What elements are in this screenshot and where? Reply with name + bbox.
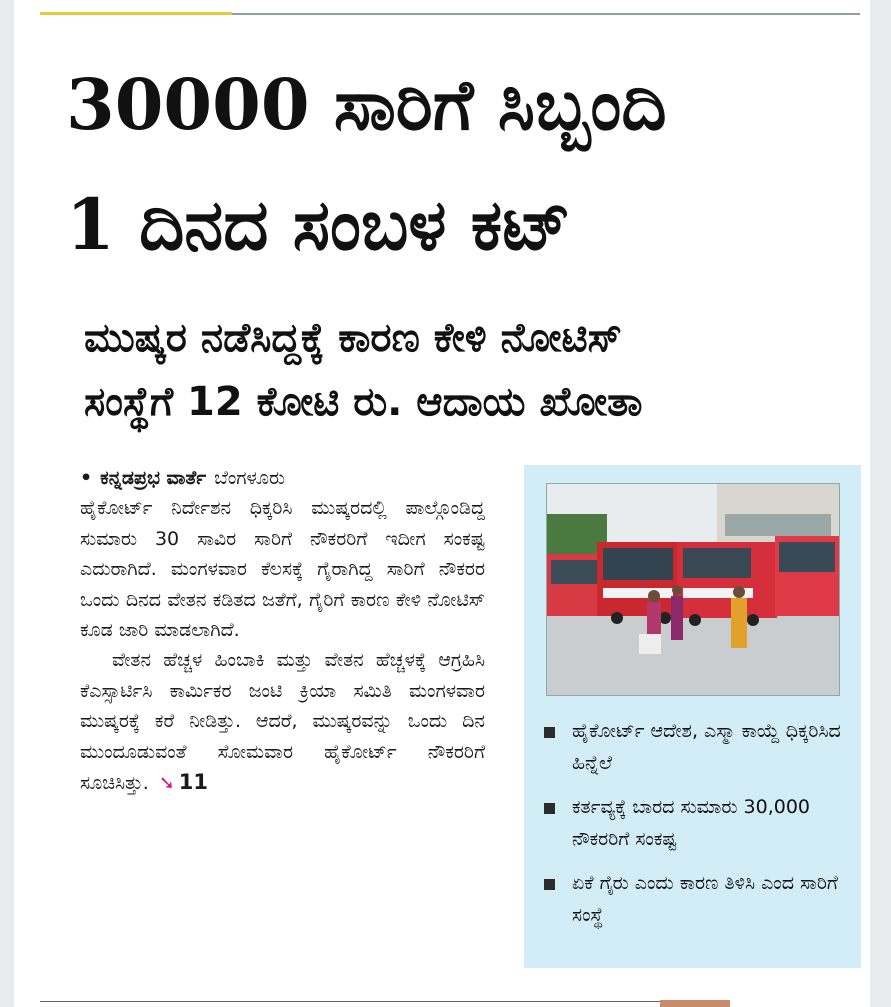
continued-page-number[interactable]: 11	[178, 770, 208, 795]
highlight-points	[542, 715, 852, 943]
continued-arrow-icon: ➘	[158, 772, 175, 795]
byline	[80, 463, 485, 493]
article-paragraph-2-text: ವೇತನ ಹೆಚ್ಚಳ ಹಿಂಬಾಕಿ ಮತ್ತು ವೇತನ ಹೆಚ್ಚಳಕ್ಕೆ ಆಗ್ರಹಿಸಿ ಕೆಎಸ್ಸಾರ್ಟಿಸಿ ಕಾರ್ಮಿಕರ ಜಂಟಿ ಕ್ರಿಯಾ ಸಮಿತಿ ಮಂಗಳವಾರ ಮುಷ್ಕರಕ್ಕೆ ಕರೆ ನೀಡಿತ್ತು. ಆದರೆ, ಮುಷ್ಕರವನ್ನು ಒಂದು ದಿನ ಮುಂದೂಡುವಂತೆ ಸೋಮವಾರ ಹೈಕೋರ್ಟ್‌ ನೌಕರರಿಗೆ ಸೂಚಿಸಿತ್ತು.	[80, 649, 485, 795]
bottom-rule	[40, 1001, 660, 1002]
subheadline-line-2: ಸಂಸ್ಥೆಗೆ 12 ಕೋಟಿ ರು. ಆದಾಯ ಖೋತಾ	[84, 379, 643, 425]
byline-bullet: •	[80, 467, 93, 489]
byline-place: ಬೆಂಗಳೂರು	[214, 467, 286, 489]
top-accent-rule	[40, 12, 232, 15]
square-bullet-icon	[544, 803, 555, 814]
bus-depot-photo	[546, 483, 840, 696]
next-story-edge	[660, 1000, 730, 1007]
headline-line-2: 1 ದಿನದ ಸಂಬಳ ಕಟ್	[66, 183, 571, 266]
highlight-text: ಏಕೆ ಗೈರು ಎಂದು ಕಾರಣ ತಿಳಿಸಿ ಎಂದ ಸಾರಿಗೆ ಸಂಸ್ಥೆ	[572, 872, 838, 926]
square-bullet-icon	[544, 879, 555, 890]
headline-line-1: 30000 ಸಾರಿಗೆ ಸಿಬ್ಬಂದಿ	[66, 63, 667, 146]
square-bullet-icon	[544, 727, 555, 738]
bus-depot-illustration	[547, 484, 839, 695]
article-body	[80, 463, 485, 798]
article-paragraph-2	[80, 645, 485, 798]
article-paragraph-1: ಹೈಕೋರ್ಟ್‌ ನಿರ್ದೇಶನ ಧಿಕ್ಕರಿಸಿ ಮುಷ್ಕರದಲ್ಲಿ ಪಾಲ್ಗೊಂಡಿದ್ದ ಸುಮಾರು 30 ಸಾವಿರ ಸಾರಿಗೆ ನೌಕರರಿಗೆ ಇದೀಗ ಸಂಕಷ್ಟ ಎದುರಾಗಿದೆ. ಮಂಗಳವಾರ ಕೆಲಸಕ್ಕೆ ಗೈರಾಗಿದ್ದ ಸಾರಿಗೆ ನೌಕರರ ಒಂದು ದಿನದ ವೇತನ ಕಡಿತದ ಜತೆಗೆ, ಗೈರಿಗೆ ಕಾರಣ ಕೇಳಿ ನೋಟಿಸ್‌ ಕೂಡ ಜಾರಿ ಮಾಡಲಾಗಿದೆ.	[80, 497, 485, 642]
subheadline-line-1: ಮುಷ್ಕರ ನಡೆಸಿದ್ದಕ್ಕೆ ಕಾರಣ ಕೇಳಿ ನೋಟಿಸ್	[84, 315, 622, 361]
highlights-sidebar	[524, 465, 861, 968]
highlight-item	[542, 791, 852, 855]
highlight-item	[542, 867, 852, 931]
highlight-text: ಹೈಕೋರ್ಟ್‌ ಆದೇಶ, ಎಸ್ಮಾ ಕಾಯ್ದೆ ಧಿಕ್ಕರಿಸಿದ ಹಿನ್ನೆಲೆ	[572, 720, 841, 774]
top-rule	[232, 13, 860, 15]
byline-agency: ಕನ್ನಡಪ್ರಭ ವಾರ್ತೆ	[100, 467, 207, 489]
highlight-item	[542, 715, 852, 779]
highlight-text: ಕರ್ತವ್ಯಕ್ಕೆ ಬಾರದ ಸುಮಾರು 30,000 ನೌಕರರಿಗೆ ಸಂಕಷ್ಟ	[572, 796, 811, 850]
